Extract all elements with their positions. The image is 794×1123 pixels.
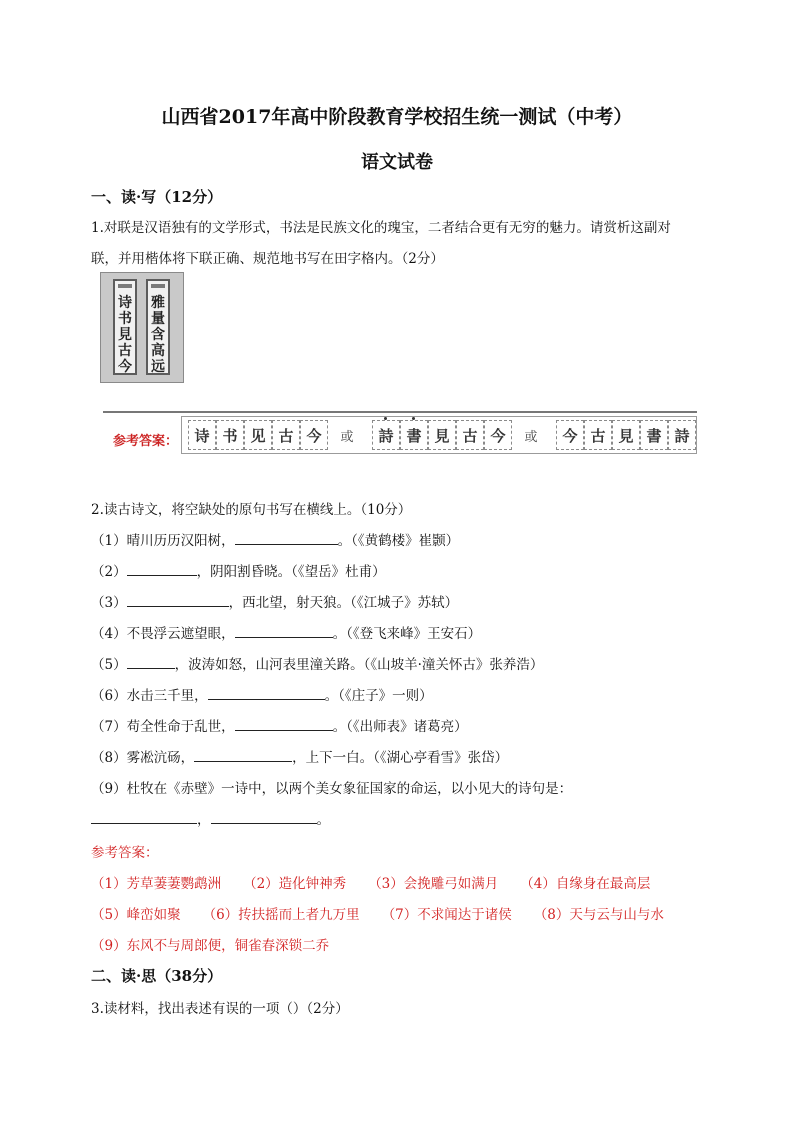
answer-item: （3）会挽雕弓如满月	[368, 876, 499, 892]
grid-cell: 今	[556, 420, 584, 450]
answer-item: （1）芳草萋萋鹦鹉洲	[91, 876, 222, 892]
grid-cell: 诗	[188, 420, 216, 450]
grid-cell: 今	[300, 420, 328, 450]
item-text-after: ，上下一白。（《湖心亭看雪》张岱）	[292, 750, 509, 766]
q2-item-8	[91, 746, 508, 766]
answer-item: （6）抟扶摇而上者九万里	[202, 907, 360, 923]
q2-item-2	[91, 560, 386, 580]
grid-cell: 詩	[372, 420, 400, 450]
q3-stem: 3.读材料，找出表述有误的一项（）（2分）	[91, 1001, 349, 1017]
answers-row-1	[91, 872, 672, 892]
answer-blank[interactable]	[127, 561, 197, 576]
q1-text-line2: 联，并用楷体将下联正确、规范地书写在田字格内。（2分）	[91, 251, 444, 267]
blank-separator: ，	[197, 812, 211, 828]
grid-cell: 書	[400, 420, 428, 450]
grid-cell: 书	[216, 420, 244, 450]
couplet-char: 远	[151, 359, 165, 375]
couplet-char: 見	[118, 327, 132, 343]
item-text-after: 。（《庄子》一则）	[324, 688, 433, 704]
item-number: （6）	[91, 688, 127, 704]
answer-strip-image	[103, 411, 697, 456]
answer-blank[interactable]	[127, 654, 175, 669]
answer-blank[interactable]	[235, 623, 333, 638]
grid-cell: 書	[640, 420, 668, 450]
couplet-right-scroll	[146, 279, 170, 375]
item-text-before: 不畏浮云遮望眼，	[126, 626, 235, 642]
q2-item-6	[91, 684, 433, 704]
answer-blank[interactable]	[235, 716, 333, 731]
item-text-before: 晴川历历汉阳树，	[126, 533, 235, 549]
item-number: （4）	[91, 626, 127, 642]
couplet-char: 含	[151, 327, 165, 343]
paper-subtitle: 语文试卷	[361, 152, 433, 173]
couplet-char: 今	[118, 359, 132, 375]
couplet-char: 诗	[118, 295, 132, 311]
strip-frame	[181, 416, 697, 454]
answers-row-2	[91, 903, 686, 923]
item-number: （5）	[91, 657, 127, 673]
section-heading-2: 二、读·思（38分）	[91, 967, 223, 985]
answer-group-1	[188, 420, 328, 450]
couplet-char: 雅	[151, 295, 165, 311]
section-heading-1: 一、读·写（12分）	[91, 188, 223, 206]
answer-blank[interactable]	[235, 530, 338, 545]
couplet-char: 量	[151, 311, 165, 327]
item-text-after: ，西北望，射天狼。（《江城子》苏轼）	[228, 595, 459, 611]
grid-cell: 見	[428, 420, 456, 450]
item-text-before: 苟全性命于乱世，	[126, 719, 235, 735]
answer-blank[interactable]	[211, 809, 317, 824]
answer-item: （7）不求闻达于诸侯	[381, 907, 512, 923]
q2-item-3	[91, 591, 458, 611]
strip-label: 参考答案：	[113, 434, 179, 449]
item-number: （7）	[91, 719, 127, 735]
q2-item-9: （9）杜牧在《赤壁》一诗中，以两个美女象征国家的命运，以小见大的诗句是：	[91, 781, 573, 797]
couplet-char: 书	[118, 311, 132, 327]
item-text-after: ，波涛如怒，山河表里潼关路。（《山坡羊·潼关怀古》张养浩）	[174, 657, 544, 673]
q2-item-1	[91, 529, 459, 549]
answer-blank[interactable]	[208, 685, 325, 700]
answers-label: 参考答案：	[91, 845, 159, 861]
answer-item: （4）自缘身在最高层	[520, 876, 651, 892]
answer-blank[interactable]	[91, 809, 197, 824]
or-separator: 或	[340, 429, 354, 445]
couplet-char: 古	[118, 343, 132, 359]
item-text-after: 。（《登飞来峰》王安石）	[332, 626, 482, 642]
grid-cell: 古	[584, 420, 612, 450]
grid-cell: 見	[612, 420, 640, 450]
answer-group-2	[372, 420, 512, 450]
q1-text-line1: 1.对联是汉语独有的文学形式，书法是民族文化的瑰宝，二者结合更有无穷的魅力。请赏析这副对	[91, 220, 671, 236]
item-number: （1）	[91, 533, 127, 549]
q2-stem: 2.读古诗文，将空缺处的原句书写在横线上。（10分）	[91, 502, 412, 518]
grid-cell: 詩	[668, 420, 696, 450]
item-text-after: ，阴阳割昏晓。（《望岳》杜甫）	[196, 564, 386, 580]
answer-item: （5）峰峦如聚	[91, 907, 181, 923]
grid-cell: 古	[272, 420, 300, 450]
q2-item-7	[91, 715, 468, 735]
page-title: 山西省2017年高中阶段教育学校招生统一测试（中考）	[161, 106, 633, 128]
answer-item: （8）天与云与山与水	[533, 907, 664, 923]
couplet-image	[100, 272, 184, 383]
answer-blank[interactable]	[127, 592, 229, 607]
grid-cell: 见	[244, 420, 272, 450]
item-text-after: 。（《出师表》诸葛亮）	[332, 719, 468, 735]
item-text-after: 。（《黄鹤楼》崔颢）	[337, 533, 460, 549]
item-number: （3）	[91, 595, 127, 611]
blank-end: 。	[316, 812, 330, 828]
or-separator: 或	[524, 429, 538, 445]
grid-cell: 今	[484, 420, 512, 450]
item-text-before: 雾凇沆砀，	[126, 750, 195, 766]
item-number: （2）	[91, 564, 127, 580]
answers-row-3: （9）东风不与周郎便，铜雀春深锁二乔	[91, 938, 330, 954]
q2-item-4	[91, 622, 481, 642]
q2-item-5	[91, 653, 543, 673]
couplet-char: 高	[151, 343, 165, 359]
answer-group-3	[556, 420, 696, 450]
q2-item-9-blanks	[91, 808, 330, 828]
answer-blank[interactable]	[194, 747, 292, 762]
answer-item: （2）造化钟神秀	[243, 876, 347, 892]
item-text-before: 水击三千里，	[126, 688, 208, 704]
grid-cell: 古	[456, 420, 484, 450]
couplet-left-scroll	[113, 279, 137, 375]
item-number: （8）	[91, 750, 127, 766]
